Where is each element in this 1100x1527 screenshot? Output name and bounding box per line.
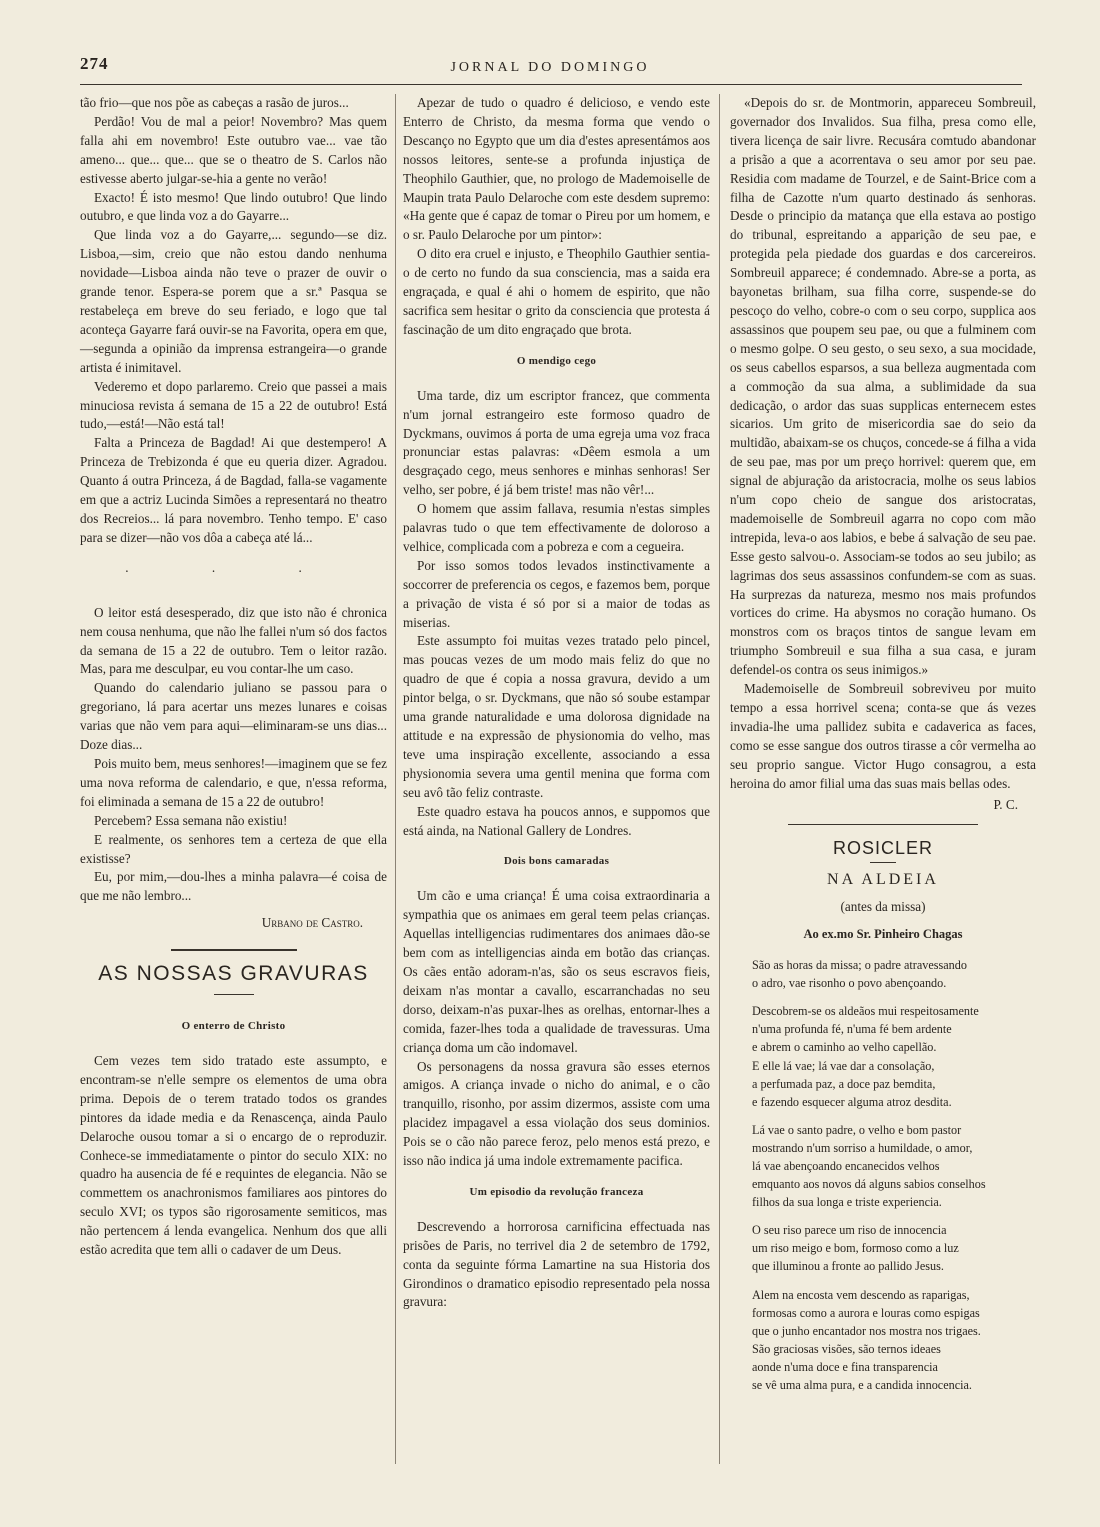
section-title: AS NOSSAS GRAVURAS — [98, 962, 369, 986]
paragraph: Percebem? Essa semana não existiu! — [94, 812, 288, 828]
paragraph: Falta a Princeza de Bagdad! Ai que destempero! A Princeza de Trebizonda é que eu queria dizer. Agradou. Quanto á outra Princeza, á de Bagdad, falla-se vagamente em que a actriz Lucinda Simões a representará no theatro dos Recreios... lá para novembro. Tenho tempo. E' caso para se dizer—não vos dôa a cabeça até lá... — [80, 435, 387, 545]
title-rule — [214, 994, 254, 995]
paragraph: Mademoiselle de Sombreuil sobreviveu por muito tempo a essa horrivel scena; conta-se que ás vezes invadia-lhe uma pallidez subita e cadaverica as faces, como se esse sangue dos outros tirasse a côr vermelha ao seu proprio sangue. Victor Hugo consagrou, a esta heroina do amor filial uma das suas mais bellas odes. — [730, 681, 1036, 791]
column-1 — [80, 94, 387, 1260]
paragraph: Os personagens da nossa gravura são esses eternos amigos. A criança invade o nicho do animal, e o cão tranquillo, risonho, por assim dizermos, assiste com uma placidez impagavel a essa violação dos seus dominios. Pois se o cão não parece feroz, pelo menos está prezo, e isso não indica já uma indole extremamente pacifica. — [403, 1058, 710, 1169]
column-2 — [403, 94, 710, 1312]
poem-line: lá vae abençoando encanecidos velhos — [752, 1159, 940, 1173]
poem-line: que illuminou a fronte ao pallido Jesus. — [752, 1259, 944, 1274]
poem-line: se vê uma alma pura, e a candida innocencia. — [752, 1378, 972, 1393]
poem-title: NA ALDEIA — [827, 871, 939, 889]
poem-line: Descobrem-se os aldeãos mui respeitosamente — [752, 1004, 979, 1019]
article-heading: Dois bons camaradas — [503, 855, 610, 868]
poem-line: E elle lá vae; lá vae dar a consolação, — [752, 1058, 935, 1073]
article-text — [730, 94, 1036, 794]
poem-line: São graciosas visões, são ternos ideaes — [752, 1341, 941, 1356]
section-rule — [171, 949, 297, 951]
poem-author: ROSICLER — [832, 838, 934, 859]
article-text — [80, 1052, 387, 1260]
poem-line: um riso meigo e bom, formoso como a luz — [752, 1241, 959, 1256]
paragraph: Vederemo et dopo parlaremo. Creio que passei a mais minuciosa revista á semana de 15 a 22 de outubro! Está tudo,—está!—Não está tal! — [80, 378, 387, 432]
poem-line: mostrando n'um sorriso a humildade, o amor, — [752, 1140, 973, 1155]
poem-stanza — [752, 1221, 1036, 1275]
poem-line: São as horas da missa; o padre atravessando — [752, 958, 967, 973]
chronicle-text-continued — [80, 604, 387, 907]
poem-stanza — [752, 956, 1036, 992]
poem-line: que o junho encantador nos mostra nos trigaes. — [752, 1323, 981, 1338]
paragraph: Uma tarde, diz um escriptor francez, que commenta n'um jornal estrangeiro este formoso quadro de Dyckmans, ouvimos á porta de uma egreja uma voz fraca pronunciar estas palavras: «Dêem esmola a um desgraçado cego, meus senhores e minhas senhoras! Ser velho, ser pobre, é já bem triste! mas não vêr!... — [403, 387, 710, 498]
paragraph: tão frio—que nos põe as cabeças a rasão de juros... — [80, 95, 349, 110]
poem-line: aonde n'uma doce e fina transparencia — [752, 1359, 938, 1374]
article-text — [403, 387, 710, 841]
page-number: 274 — [80, 54, 109, 73]
poem-line: n'uma profunda fé, n'uma fé bem ardente — [752, 1022, 952, 1037]
section-separator: . . . — [125, 559, 342, 575]
article-text — [403, 1218, 710, 1313]
article-heading: O enterro de Christo — [181, 1020, 286, 1033]
paragraph: Perdão! Vou de mal a peior! Novembro? Mas quem falla ahi em novembro! Este outubro vae... vae tão ameno... que... que... que se o theatro de S. Carlos não estivesse aberto julgar-se-hia a gente no verão! — [80, 113, 387, 186]
poem-subtitle: (antes da missa) — [840, 899, 926, 915]
poem-line: Lá vae o santo padre, o velho e bom pastor — [752, 1122, 962, 1137]
paragraph: Descrevendo a horrorosa carnificina effectuada nas prisões de Paris, no terrivel dia 2 de setembro de 1792, conta da seguinte fórma Lamartine na sua Historia dos Girondinos o dramatico episodio representado pela nossa gravura: — [403, 1218, 710, 1310]
title-rule — [870, 862, 896, 863]
poem-stanza — [752, 1286, 1036, 1395]
poem-line: o adro, vae risonho o povo abençoando. — [752, 976, 947, 991]
column-3 — [730, 94, 1036, 1404]
paragraph: Eu, por mim,—dou-lhes a minha palavra—é coisa de que me não lembro... — [80, 869, 387, 904]
poem-line: formosas como a aurora e louras como espigas — [752, 1305, 980, 1320]
poem-line: Alem na encosta vem descendo as raparigas, — [752, 1287, 970, 1302]
poem-stanza — [752, 1121, 1036, 1211]
paragraph: Este assumpto foi muitas vezes tratado pelo pincel, mas poucas vezes de um modo mais feliz do que no quadro de que é copia a nossa gravura, devido a um pintor belga, o sr. Dyckmans, que não só soube estampar uma grande naturalidade e uma dolorosa dignidade na attitude e na expressão de physionomia do velho, mas teve uma inspiração excellente, associando a essa physionomia severa uma gentil menina que forma com seu avô tão feliz contraste. — [403, 633, 710, 800]
poem-line: e abrem o caminho ao velho capellão. — [752, 1040, 937, 1055]
paragraph: Exacto! É isto mesmo! Que lindo outubro! Que lindo outubro, e que linda voz a do Gayarre... — [80, 189, 387, 224]
paragraph: Um cão e uma criança! É uma coisa extraordinaria a sympathia que os animaes em geral teem pelas crianças. Aquellas intelligencias rudimentares dos animaes dão-se bem com as intelligencias ainda em botão das crianças. Os cães então adoram-n'as, são os seus escravos fieis, deixam n'as montar a cavallo, escarranchadas no seu dorso, deixam-n'as puxar-lhes as orelhas, entornar-lhes a comida, fazer-lhes toda a qualidade de travessuras. Uma criança doma um cão indomavel. — [403, 888, 710, 1055]
article-text — [403, 94, 710, 340]
article-text — [403, 887, 710, 1171]
poem-dedication: Ao ex.mo Sr. Pinheiro Chagas — [803, 927, 963, 942]
poem-line: filhos da sua longa e triste experiencia. — [752, 1195, 942, 1210]
poem-line: a perfumada paz, a doce paz bemdita, — [752, 1076, 936, 1091]
paragraph: Que linda voz a do Gayarre,... segundo—se diz. Lisboa,—sim, creio que não estou dando nenhuma novidade—Lisboa ainda não teve o prazer de ouvir o grande tenor. Espera-se porem que a sr.ª Pasqua se restabeleça em breve do seu feriado, e logo que tal aconteça Gayarre fará ouvir-se na Favorita, opera em que,—segunda a opinião da imprensa estrangeira—o grande artista é inimitavel. — [80, 227, 387, 375]
paragraph: O homem que assim fallava, resumia n'estas simples palavras tudo o que tem effectivamente de doloroso a velhice, complicada com a pobreza e com a cegueira. — [403, 501, 710, 554]
paragraph: Pois muito bem, meus senhores!—imaginem que se fez uma nova reforma de calendario, e que, n'essa reforma, foi eliminada a semana de 15 a 22 de outubro! — [80, 756, 387, 809]
paragraph: Apezar de tudo o quadro é delicioso, e vendo este Enterro de Christo, da mesma forma que vendo o Descanço no Egypto que um dia d'estes apresentámos aos nossos leitores, sente-se a profunda injustiça de Theophilo Gauthier, que, no prologo de Mademoiselle de Maupin trata Paulo Delaroche com este desdem supremo: «Ha gente que é capaz de tomar o Pireu por um homem, e o sr. Paulo Delaroche por um pintor»: — [403, 95, 710, 243]
chronicle-text — [80, 94, 387, 548]
poem-line: e fazendo esquecer alguma atroz desdita. — [752, 1094, 952, 1109]
column-divider — [395, 94, 396, 1464]
paragraph: E realmente, os senhores tem a certeza de que ella existisse? — [80, 831, 387, 866]
journal-title: JORNAL DO DOMINGO — [450, 60, 650, 75]
paragraph: Quando do calendario juliano se passou para o gregoriano, lá para acertar uns mezes lunares e coisas varias que não vem para aqui—eliminaram-se uns dias... Doze dias... — [80, 680, 387, 753]
column-divider — [719, 94, 720, 1464]
author-signature: Urbano de Castro. — [261, 915, 363, 931]
paragraph: Este quadro estava ha poucos annos, e suppomos que está ainda, na National Gallery de Londres. — [403, 803, 710, 838]
paragraph: O dito era cruel e injusto, e Theophilo Gauthier sentia-o de certo no fundo da sua consciencia, mas a saida era engraçada, e qual é ahi o homem de espirito, que não sacrifica sem hesitar o grito da consciencia que protesta á fascinação de um dito engraçado que brota. — [403, 246, 710, 337]
article-heading: Um episodio da revolução franceza — [469, 1185, 644, 1198]
author-signature: P. C. — [993, 796, 1018, 812]
paragraph: Cem vezes tem sido tratado este assumpto, e encontram-se n'elle sempre os elementos de uma obra prima. Depois de o terem tratado todos os grandes pintores da idade media e da Renascença, ainda Paulo Delaroche ousou tomar a si o encargo de o reproduzir. Conhece-se immediatamente o pintor do seculo XIX: no quadro ha ausencia de fé e requintes de elegancia. Não se commettem os anachronismos familiares aos pintores do seculo XVI; os typos são rigorosamente semiticos, mas não pertencem á lenda evangelica. Nenhum dos que alli estão acredita que tem alli o cadaver de um Deus. — [80, 1052, 387, 1258]
poem-body — [730, 956, 1036, 1394]
article-heading: O mendigo cego — [516, 354, 597, 367]
poem-line: emquanto aos novos dá alguns sabios conselhos — [752, 1177, 986, 1192]
poem-line: O seu riso parece um riso de innocencia — [752, 1223, 947, 1238]
paragraph: «Depois do sr. de Montmorin, appareceu Sombreuil, governador dos Invalidos. Sua filha, presa como elle, tivera licença de sair livre. Recusára comtudo abandonar a prisão a que a acorrentava o seu amor por seu pae. Residia com madame de Tourzel, e de Saint-Brice com a filha de Cazotte n'um quarto destinado ás senhoras. Desde o principio da matança que ella estava ao postigo do tribunal, espreitando a apparição de seu pae, e protegida pela piedade dos guardas e dos carcereiros. Sombreuil apparece; é condemnado. Abre-se a porta, as bayonetas brilham, sua filha corre, suspende-se do pescoço do velho, cobre-o com o seu corpo, supplica aos assassinos que poupem seu pae, ou que a fulminem com o mesmo golpe. O seu gesto, o seu sexo, a sua mocidade, os seus cabellos esparsos, a sua belleza augmentada com a commoção da sua alma, a sublimidade da sua dedicação, o ardor das suas supplicas enternecem estes sicarios. Um grito de misericordia sae do seio da multidão, abaixam-se os chuços, concede-se á filha a vida de seu pae, mas por um preço horrivel: querem que, em signal de abjuração da aristocracia, molhe os seus labios n'um copo cheio de sangue dos aristocratas, mademoiselle de Sombreuil agarra no copo com mão intrepida, leva-o aos labios, e bebe á salvação de seu pae. Esse gesto salvou-o. Associam-se todos ao seu jubilo; as lagrimas dos seus assassinos confundem-se com as suas. Ha surprezas da natureza, mesmo nos mais profundos vortices do crime. Ha abysmos no coração humano. Os monstros com os braços tintos de sangue levam em triumpho Sombreuil e sua filha a sua casa, e juram defendel-os contra os seus inimigos.» — [730, 95, 1036, 678]
section-rule — [788, 824, 978, 825]
poem-stanza — [752, 1002, 1036, 1111]
paragraph: Por isso somos todos levados instinctivamente a soccorrer de preferencia os cegos, e fazemos bem, porque a privação de vista é só por si a maior de todas as miserias. — [403, 557, 710, 630]
paragraph: O leitor está desesperado, diz que isto não é chronica nem cousa nenhuma, que não lhe fallei n'um só dos factos da semana de 15 a 22 de outubro. Tem o leitor razão. Mas, para me desculpar, eu vou contar-lhe um caso. — [80, 604, 387, 677]
header-rule — [80, 84, 1022, 85]
